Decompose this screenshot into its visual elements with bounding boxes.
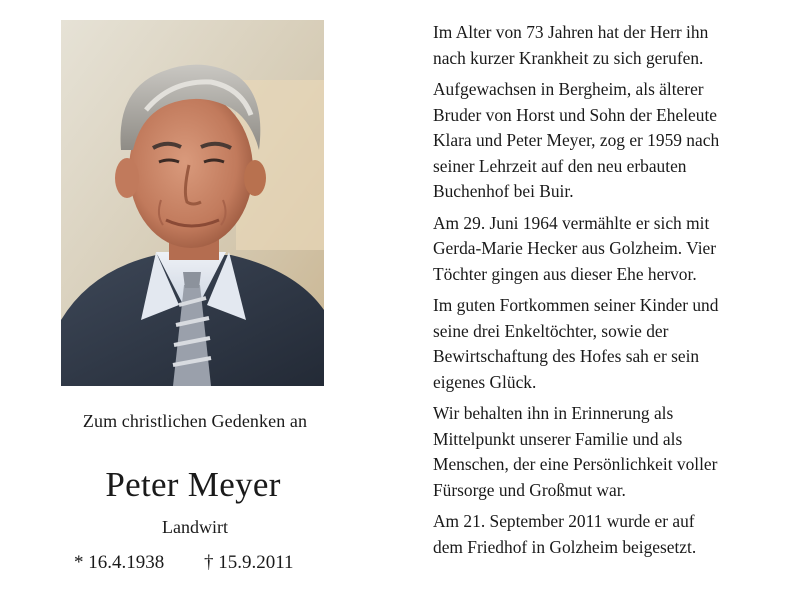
text-line: Am 21. September 2011 wurde er auf <box>433 511 695 531</box>
occupation: Landwirt <box>162 517 228 537</box>
text-line: seine drei Enkeltöchter, sowie der <box>433 320 669 341</box>
memorial-heading: Zum christlichen Gedenken an <box>82 411 308 431</box>
paragraph-1 <box>433 20 793 71</box>
birth-date: * 16.4.1938 <box>74 552 165 573</box>
text-line: Am 29. Juni 1964 vermählte er sich mit <box>433 212 710 233</box>
portrait-illustration <box>61 20 324 386</box>
text-line: Bruder von Horst und Sohn der Eheleute <box>433 104 717 125</box>
text-line: Buchenhof bei Buir. <box>433 181 574 201</box>
paragraph-5 <box>433 401 793 503</box>
text-line: eigenes Glück. <box>433 371 537 392</box>
text-line: seiner Lehrzeit auf den neu erbauten <box>433 155 687 176</box>
text-line: Mittelpunkt unserer Familie und als <box>433 428 683 449</box>
text-line: Aufgewachsen in Bergheim, als älterer <box>433 79 704 99</box>
paragraph-2 <box>433 77 793 205</box>
paragraph-4 <box>433 293 793 395</box>
text-line: Bewirtschaftung des Hofes sah er sein <box>433 346 700 366</box>
paragraph-6 <box>433 509 793 560</box>
obituary-text <box>433 20 793 566</box>
text-line: Gerda-Marie Hecker aus Golzheim. Vier <box>433 238 717 258</box>
text-line: Wir behalten ihn in Erinnerung als <box>433 403 674 423</box>
text-line: Menschen, der eine Persönlichkeit voller <box>433 454 718 474</box>
portrait-photo <box>61 20 324 386</box>
text-line: Im Alter von 73 Jahren hat der Herr ihn <box>433 22 709 42</box>
paragraph-3 <box>433 211 793 288</box>
card-left-panel <box>0 0 390 613</box>
text-line: Töchter gingen aus dieser Ehe hervor. <box>433 263 697 284</box>
text-line: Klara und Peter Meyer, zog er 1959 nach <box>433 130 720 150</box>
text-line: Fürsorge und Großmut war. <box>433 479 626 500</box>
deceased-name: Peter Meyer <box>105 465 281 504</box>
text-line: dem Friedhof in Golzheim beigesetzt. <box>433 536 697 557</box>
text-line: Im guten Fortkommen seiner Kinder und <box>433 295 719 315</box>
text-line: nach kurzer Krankheit zu sich gerufen. <box>433 47 704 68</box>
death-date: † 15.9.2011 <box>204 552 294 573</box>
